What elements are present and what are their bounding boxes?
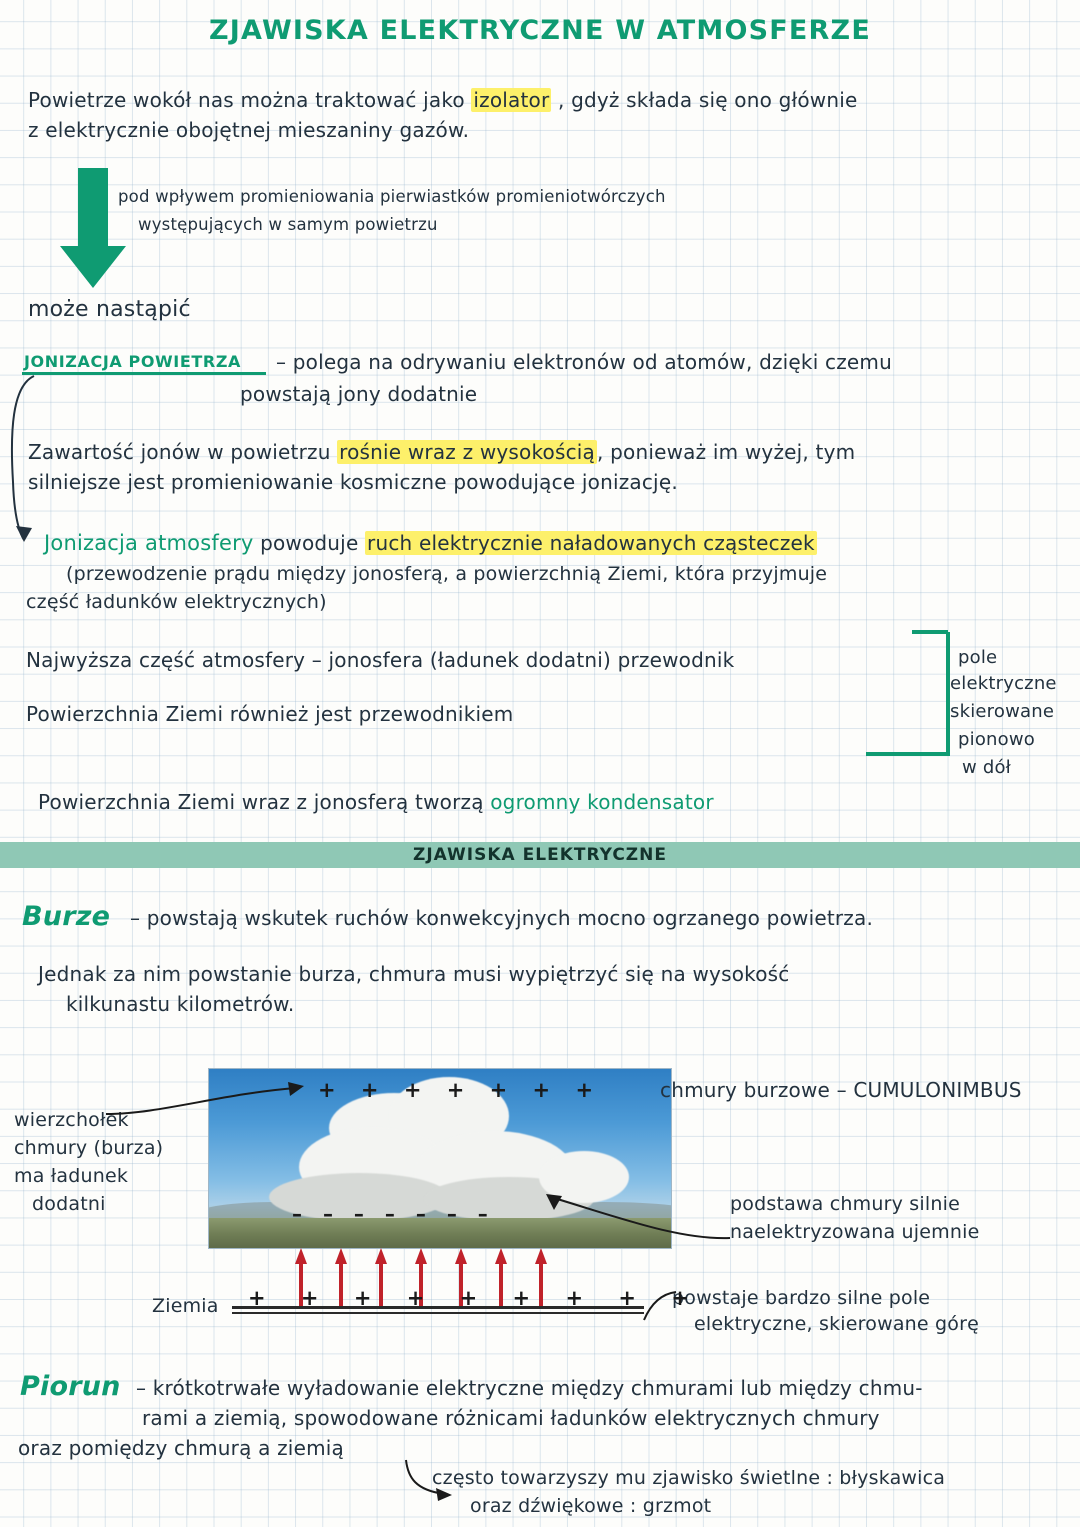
lightning-line1: – krótkotrwałe wyładowanie elektryczne między chmurami lub między chmu- <box>136 1376 923 1400</box>
photo-top-charges: + + + + + + + <box>318 1078 603 1102</box>
callout-arrow-left <box>100 1080 310 1120</box>
ionosphere-line1 <box>44 530 1074 557</box>
ions-content-line1 <box>28 440 1068 466</box>
storm-line1: – powstają wskutek ruchów konwekcyjnych mocno ogrzanego powietrza. <box>130 906 874 930</box>
storm-title: Burze <box>22 901 111 932</box>
ions-highlight: rośnie wraz z wysokością <box>339 440 596 464</box>
bracket-note-line-3: skierowane <box>950 701 1055 722</box>
photo-label-top-right: chmury burzowe – CUMULONIMBUS <box>660 1078 1022 1102</box>
ionization-label-underline <box>22 372 266 375</box>
ions-content-line2: silniejsze jest promieniowanie kosmiczne powodujące jonizację. <box>28 470 678 494</box>
ionization-text-b: powstają jony dodatnie <box>240 382 478 406</box>
bracket-note-line-2: elektryczne <box>950 673 1057 694</box>
intro-paragraph <box>28 88 1058 114</box>
photo-mid-charges: – – – – – – – <box>292 1202 495 1226</box>
may-occur-text: może nastąpić <box>28 297 191 322</box>
lightning-title: Piorun <box>20 1371 121 1402</box>
bracket-note-line-5: w dół <box>962 757 1011 778</box>
photo-label-left-2: chmury (burza) <box>14 1137 164 1159</box>
ionosphere-line6 <box>38 790 1058 816</box>
photo-label-left-3: ma ładunek <box>14 1165 129 1187</box>
ionosphere-green-phrase: Jonizacja atmosfery <box>44 531 254 555</box>
section-banner-text: ZJAWISKA ELEKTRYCZNE <box>413 845 667 865</box>
ionization-label: JONIZACJA POWIETRZA <box>24 352 242 371</box>
earth-charges: + + + + + + + + + <box>248 1286 703 1310</box>
photo-label-right-bottom-2: elektryczne, skierowane górę <box>694 1313 980 1335</box>
storm-line3: kilkunastu kilometrów. <box>66 992 295 1016</box>
ionosphere-line6-green: ogromny kondensator <box>490 790 714 814</box>
callout-arrow-right <box>540 1188 736 1244</box>
ionosphere-line3: część ładunków elektrycznych) <box>26 591 327 613</box>
photo-label-right-bottom-1: powstaje bardzo silne pole <box>672 1287 931 1309</box>
intro-line2: z elektrycznie obojętnej mieszaniny gazów. <box>28 118 470 142</box>
ions-line1-part-b: , ponieważ im wyżej, tym <box>597 440 856 464</box>
intro-highlight-izolator: izolator <box>473 88 550 112</box>
bracket-note-line-1: pole <box>958 647 998 668</box>
page-title: ZJAWISKA ELEKTRYCZNE W ATMOSFERZE <box>209 15 871 46</box>
lightning-line3: oraz pomiędzy chmurą a ziemią <box>18 1436 344 1460</box>
arrow-note-line2: występujących w samym powietrzu <box>138 215 438 234</box>
storm-line2: Jednak za nim powstanie burza, chmura musi wypiętrzyć się na wysokość <box>38 962 790 986</box>
photo-label-left-1: wierzchołek <box>14 1109 129 1131</box>
arrow-note-line1: pod wpływem promieniowania pierwiastków promieniotwórczych <box>118 187 666 206</box>
photo-label-right-mid-2: naelektryzowana ujemnie <box>730 1221 980 1243</box>
photo-label-left-4: dodatni <box>32 1193 106 1215</box>
ionization-text-a: – polega na odrywaniu elektronów od atomów, dzięki czemu <box>276 350 892 374</box>
ionosphere-line5: Powierzchnia Ziemi również jest przewodnikiem <box>26 702 514 726</box>
ionosphere-line4: Najwyższa część atmosfery – jonosfera (ładunek dodatni) przewodnik <box>26 648 735 672</box>
ionosphere-line1-a: powoduje <box>253 531 366 555</box>
earth-line-secondary <box>232 1312 644 1314</box>
intro-line1-part-b: , gdyż składa się ono głównie <box>551 88 858 112</box>
lightning-line5: oraz dźwiękowe : grzmot <box>470 1495 712 1517</box>
intro-line1-part-a: Powietrze wokół nas można traktować jako <box>28 88 472 112</box>
ionosphere-line2: (przewodzenie prądu między jonosferą, a powierzchnią Ziemi, która przyjmuje <box>66 563 828 585</box>
photo-label-right-mid-1: podstawa chmury silnie <box>730 1193 960 1215</box>
lightning-line2: rami a ziemią, spowodowane różnicami ładunków elektrycznych chmury <box>142 1406 880 1430</box>
bracket-note-line-4: pionowo <box>958 729 1035 750</box>
lightning-line4: często towarzyszy mu zjawisko świetlne : błyskawica <box>432 1467 946 1489</box>
ionosphere-highlight: ruch elektrycznie naładowanych cząsteczek <box>367 531 815 555</box>
earth-label: Ziemia <box>152 1295 219 1317</box>
ions-line1-part-a: Zawartość jonów w powietrzu <box>28 440 338 464</box>
ionosphere-line6-a: Powierzchnia Ziemi wraz z jonosferą tworzą <box>38 790 491 814</box>
